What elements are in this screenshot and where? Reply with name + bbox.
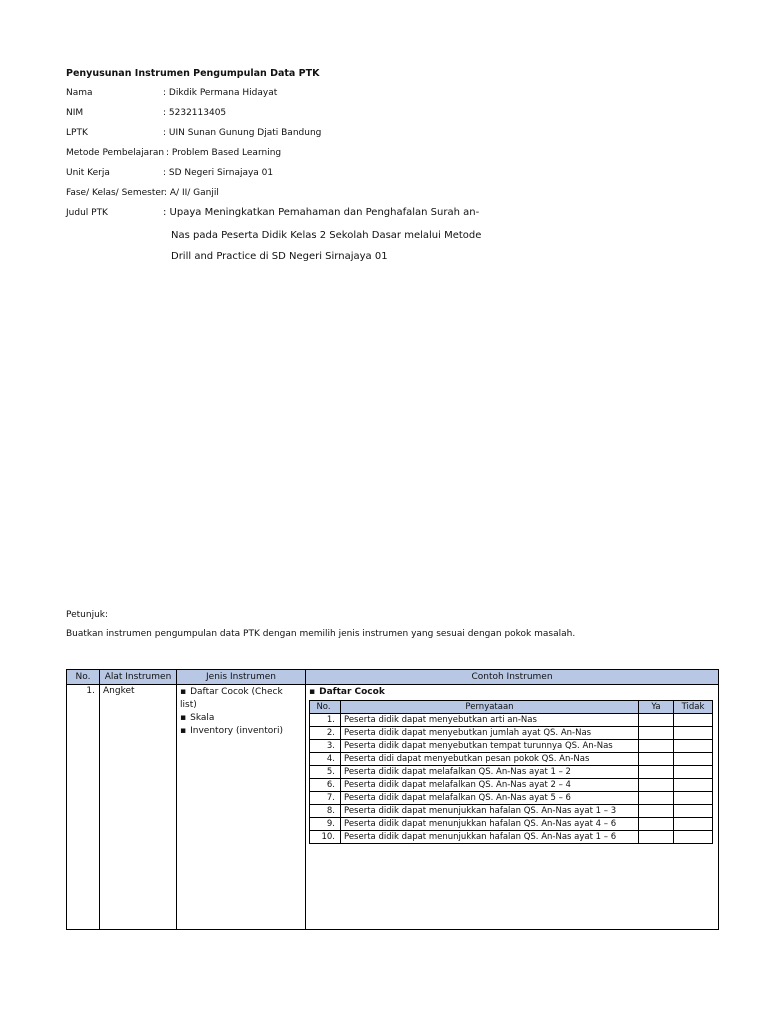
row-contoh-instrumen: [306, 685, 719, 930]
header-no: No.: [67, 670, 100, 685]
checklist-tidak-cell[interactable]: [674, 753, 713, 766]
info-value-lptk: : UIN Sunan Gunung Djati Bandung: [163, 128, 322, 138]
checklist-no: 2.: [310, 727, 341, 740]
checklist-tidak-cell[interactable]: [674, 766, 713, 779]
checklist-tidak-cell[interactable]: [674, 831, 713, 844]
header-contoh-instrumen: Contoh Instrumen: [306, 670, 719, 685]
checklist-no: 9.: [310, 818, 341, 831]
row-no: 1.: [67, 685, 100, 930]
checklist-header: [310, 701, 713, 714]
checklist-statement: Peserta didik dapat menyebutkan jumlah ayat QS. An-Nas: [341, 727, 639, 740]
checklist-tidak-cell[interactable]: [674, 818, 713, 831]
info-label-unit-kerja: Unit Kerja: [66, 168, 110, 178]
checklist-tidak-cell[interactable]: [674, 714, 713, 727]
document-title: Penyusunan Instrumen Pengumpulan Data PTK: [66, 68, 320, 79]
info-value-unit-kerja: : SD Negeri Sirnajaya 01: [163, 168, 274, 178]
checklist-row: [310, 714, 713, 727]
info-value-fase: : A/ II/ Ganjil: [164, 188, 219, 198]
checklist-row: [310, 753, 713, 766]
checklist-header-ya: Ya: [639, 701, 674, 714]
petunjuk-text: Buatkan instrumen pengumpulan data PTK dengan memilih jenis instrumen yang sesuai dengan pokok masalah.: [66, 629, 576, 639]
jenis-item: ▪ Inventory (inventori): [180, 725, 302, 738]
checklist-row: [310, 740, 713, 753]
checklist-ya-cell[interactable]: [639, 805, 674, 818]
checklist-header-pernyataan: Pernyataan: [341, 701, 639, 714]
checklist-statement: Peserta didik dapat menunjukkan hafalan QS. An-Nas ayat 4 – 6: [341, 818, 639, 831]
judul-line-1: : Upaya Meningkatkan Pemahaman dan Penghafalan Surah an-: [163, 207, 480, 218]
header-jenis-instrumen: Jenis Instrumen: [177, 670, 306, 685]
checklist-tidak-cell[interactable]: [674, 805, 713, 818]
checklist-no: 4.: [310, 753, 341, 766]
contoh-title: ▪ Daftar Cocok: [309, 686, 715, 699]
judul-line-2: Nas pada Peserta Didik Kelas 2 Sekolah Dasar melalui Metode: [171, 230, 482, 241]
checklist-ya-cell[interactable]: [639, 779, 674, 792]
checklist-no: 8.: [310, 805, 341, 818]
checklist-no: 10.: [310, 831, 341, 844]
checklist-ya-cell[interactable]: [639, 740, 674, 753]
checklist-statement: Peserta didik dapat menyebutkan tempat turunnya QS. An-Nas: [341, 740, 639, 753]
info-label-metode: Metode Pembelajaran: [66, 148, 165, 158]
checklist-statement: Peserta didik dapat melafalkan QS. An-Nas ayat 1 – 2: [341, 766, 639, 779]
row-jenis-instrumen: [177, 685, 306, 930]
checklist-statement: Peserta didi dapat menyebutkan pesan pokok QS. An-Nas: [341, 753, 639, 766]
checklist-no: 3.: [310, 740, 341, 753]
checklist-ya-cell[interactable]: [639, 766, 674, 779]
header-alat-instrumen: Alat Instrumen: [100, 670, 177, 685]
checklist-row: [310, 805, 713, 818]
checklist-ya-cell[interactable]: [639, 727, 674, 740]
checklist-row: [310, 792, 713, 805]
checklist-ya-cell[interactable]: [639, 753, 674, 766]
checklist-row: [310, 727, 713, 740]
checklist-header-no: No.: [310, 701, 341, 714]
jenis-item: ▪ Daftar Cocok (Check list): [180, 686, 302, 712]
checklist-statement: Peserta didik dapat melafalkan QS. An-Nas ayat 5 – 6: [341, 792, 639, 805]
table-row: [67, 685, 719, 930]
checklist-no: 7.: [310, 792, 341, 805]
judul-line-3: Drill and Practice di SD Negeri Sirnajaya 01: [171, 251, 388, 262]
checklist-tidak-cell[interactable]: [674, 792, 713, 805]
checklist-statement: Peserta didik dapat menyebutkan arti an-Nas: [341, 714, 639, 727]
checklist-tidak-cell[interactable]: [674, 727, 713, 740]
checklist-statement: Peserta didik dapat menunjukkan hafalan QS. An-Nas ayat 1 – 6: [341, 831, 639, 844]
instrument-table-header: [67, 670, 719, 685]
info-value-nim: : 5232113405: [163, 108, 227, 118]
checklist-no: 5.: [310, 766, 341, 779]
jenis-item: ▪ Skala: [180, 712, 302, 725]
checklist-row: [310, 779, 713, 792]
checklist-row: [310, 831, 713, 844]
checklist-row: [310, 818, 713, 831]
instrument-table: [66, 669, 719, 930]
petunjuk-label: Petunjuk:: [66, 610, 109, 620]
checklist-tidak-cell[interactable]: [674, 740, 713, 753]
info-label-nim: NIM: [66, 108, 84, 118]
checklist-table: [309, 700, 713, 844]
checklist-ya-cell[interactable]: [639, 714, 674, 727]
row-alat-instrumen: Angket: [100, 685, 177, 930]
checklist-tidak-cell[interactable]: [674, 779, 713, 792]
checklist-ya-cell[interactable]: [639, 818, 674, 831]
info-value-metode: : Problem Based Learning: [166, 148, 282, 158]
checklist-no: 1.: [310, 714, 341, 727]
checklist-ya-cell[interactable]: [639, 792, 674, 805]
info-label-lptk: LPTK: [66, 128, 88, 138]
checklist-statement: Peserta didik dapat menunjukkan hafalan QS. An-Nas ayat 1 – 3: [341, 805, 639, 818]
checklist-no: 6.: [310, 779, 341, 792]
info-label-fase: Fase/ Kelas/ Semester: [66, 188, 165, 198]
checklist-ya-cell[interactable]: [639, 831, 674, 844]
info-label-nama: Nama: [66, 88, 93, 98]
checklist-statement: Peserta didik dapat melafalkan QS. An-Nas ayat 2 – 4: [341, 779, 639, 792]
info-value-nama: : Dikdik Permana Hidayat: [163, 88, 278, 98]
checklist-row: [310, 766, 713, 779]
checklist-header-tidak: Tidak: [674, 701, 713, 714]
info-label-judul: Judul PTK: [66, 208, 108, 218]
